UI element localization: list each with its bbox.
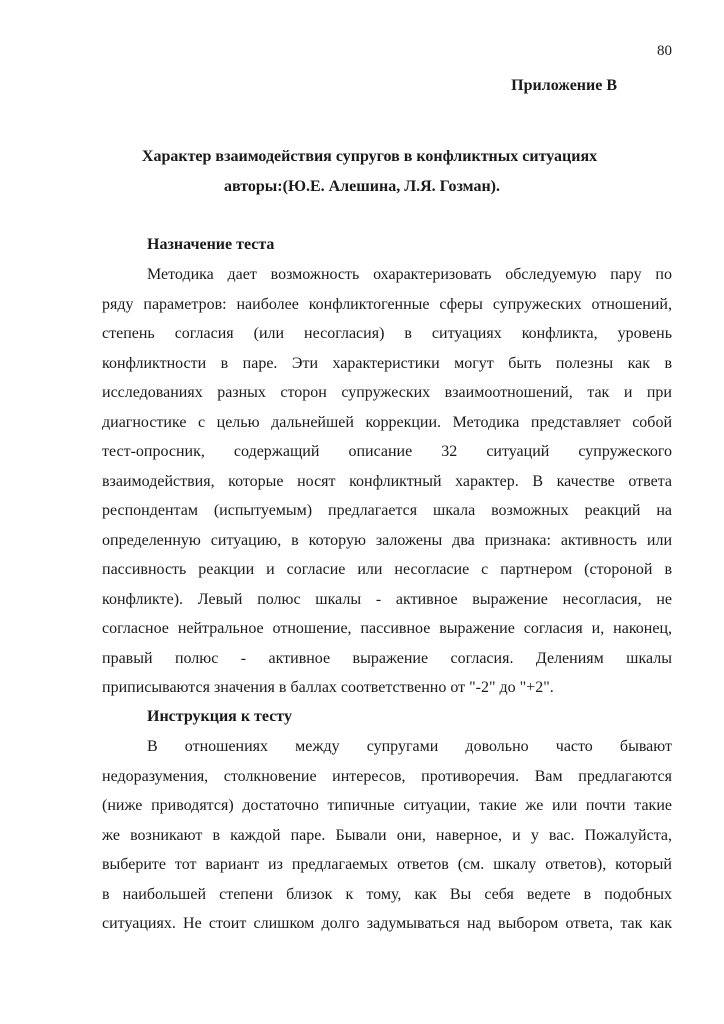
appendix-label: Приложение В (511, 77, 617, 94)
document-title: Характер взаимодействия супругов в конфликтных ситуациях (141, 148, 598, 165)
text-line: же возникают в каждой паре. Бывали они, наверное, и у вас. Пожалуйста, (102, 826, 672, 844)
text-line: конфликте). Левый полюс шкалы - активное выражение несогласия, не (102, 590, 672, 608)
text-line: тест-опросник, содержащий описание 32 ситуаций супружеского (102, 443, 672, 460)
document-authors: авторы:(Ю.Е. Алешина, Л.Я. Гозман). (224, 178, 500, 195)
text-line: (ниже приводятся) достаточно типичные ситуации, такие же или почти такие (102, 797, 672, 814)
text-line: выберите тот вариант из предлагаемых ответов (см. шкалу ответов), который (102, 856, 672, 873)
paragraph-instruction (102, 732, 672, 939)
text-line: диагностике с целью дальнейшей коррекции. Методика представляет собой (102, 413, 672, 431)
text-line: согласное нейтральное отношение, пассивное выражение согласия и, наконец, (102, 620, 672, 637)
text-line: пассивность реакции и согласие или несогласие с партнером (стороной в (102, 561, 672, 578)
text-line: приписываются значения в баллах соответственно от "-2" до "+2". (102, 679, 554, 696)
text-line: респондентам (испытуемым) предлагается шкала возможных реакций на (102, 502, 672, 519)
text-line: степень согласия (или несогласия) в ситуациях конфликта, уровень (102, 325, 672, 342)
text-line: ситуациях. Не стоит слишком долго задумываться над выбором ответа, так как (102, 915, 672, 932)
text-line: недоразумения, столкновение интересов, противоречия. Вам предлагаются (102, 767, 672, 785)
text-line: исследованиях разных сторон супружеских взаимоотношений, так и при (102, 384, 672, 401)
text-line: в наибольшей степени близок к тому, как Вы себя ведете в подобных (102, 885, 672, 903)
page-number: 80 (657, 43, 672, 59)
text-line: правый полюс - активное выражение согласия. Делениям шкалы (102, 649, 672, 667)
text-line: В отношениях между супругами довольно часто бывают (147, 738, 672, 755)
section-heading-purpose: Назначение теста (147, 236, 275, 253)
text-line: определенную ситуацию, в которую заложены два признака: активность или (102, 531, 672, 549)
text-line: конфликтности в паре. Эти характеристики могут быть полезны как в (102, 354, 672, 372)
text-line: взаимодействия, которые носят конфликтный характер. В качестве ответа (102, 472, 672, 490)
text-line: Методика дает возможность охарактеризовать обследуемую пару по (147, 266, 672, 283)
text-line: ряду параметров: наиболее конфликтогенные сферы супружеских отношений, (102, 295, 672, 313)
paragraph-purpose (102, 260, 672, 703)
section-heading-instruction: Инструкция к тесту (147, 708, 292, 725)
